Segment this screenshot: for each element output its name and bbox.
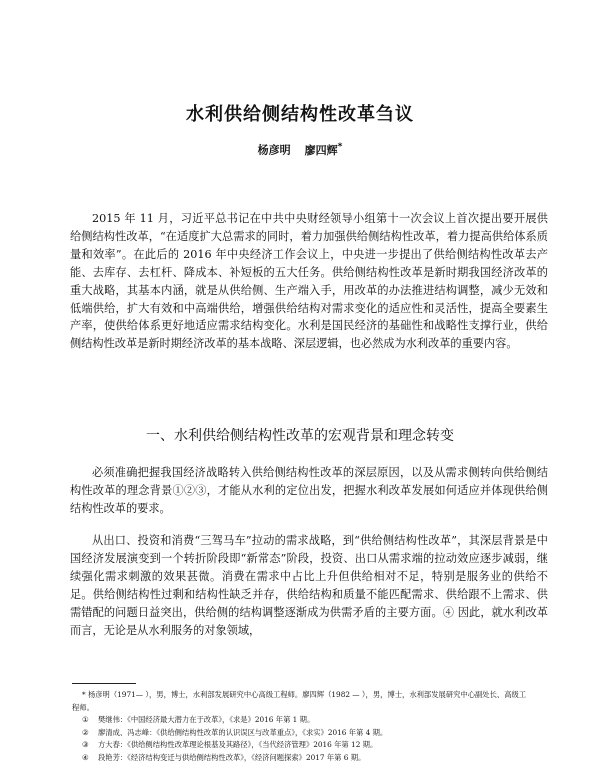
author-line	[0, 141, 600, 158]
reference-footnote	[72, 727, 532, 740]
intro-paragraph: 2015 年 11 月，习近平总书记在中共中央财经领导小组第十一次会议上首次提出要开展供给侧结构性改革，“在适度扩大总需求的同时，着力加强供给侧结构性改革，着力提高供给体系质量和效率”。在此后的 2016 年中央经济工作会议上，中央进一步提出了供给侧结构性改革去产能、去库存、去杠杆、降成本、补短板的五大任务。供给侧结构性改革是新时期我国经济改革的重大战略，其基本内涵，就是从供给侧、生产端入手，用改革的办法推进结构调整，减少无效和低端供给，扩大有效和中高端供给，增强供给结构对需求变化的适应性和灵活性，提高全要素生产率，使供给体系更好地适应需求结构变化。水利是国民经济的基础性和战略性支撑行业，供给侧结构性改革是新时期经济改革的基本战略、深层逻辑，也必然成为水利改革的重要内容。	[70, 212, 548, 351]
section-heading: 一、水利供给侧结构性改革的宏观背景和理念转变	[146, 428, 454, 444]
reference-footnote	[72, 739, 532, 752]
reference-text: 方大春：《供给侧结构性改革理论根基及其路径》，《当代经济管理》2016 年第 12 期。	[98, 740, 378, 750]
body-paragraph: 从出口、投资和消费“三驾马车”拉动的需求战略，到“供给侧结构性改革”，其深层背景是中国经济发展演变到一个转折阶段即“新常态”阶段，投资、出口从需求端的拉动效应逐步减弱，继续强化需求刺激的效果甚微。消费在需求中占比上升但供给相对不足，特别是服务业的供给不足。供给侧结构性过剩和结构性缺乏并存，供给结构和质量不能匹配需求、供给跟不上需求、供需错配的问题日益突出，供给侧的结构调整逐渐成为供需矛盾的主要方面。④ 因此，就水利改革而言，无论是从水利服务的对象领域，	[70, 534, 548, 637]
reference-text: 樊继伟：《中国经济最大潜力在于改革》，《求是》2016 年第 1 期。	[98, 715, 315, 725]
body-paragraph: 必须准确把握我国经济战略转入供给侧结构性改革的深层原因，以及从需求侧转向供给侧结构性改革的理念背景①②③，才能从水利的定位出发，把握水利改革发展如何适应并体现供给侧结构性改革的要求。	[70, 466, 548, 515]
footnote-marker: *	[337, 141, 343, 152]
reference-number: ④	[82, 752, 89, 762]
reference-footnote	[72, 752, 532, 765]
footnotes	[72, 689, 532, 765]
reference-number: ①	[82, 715, 89, 725]
reference-footnote	[72, 714, 532, 727]
reference-number: ②	[82, 727, 89, 737]
reference-number: ③	[82, 740, 89, 750]
reference-text: 段艳芳：《经济结构变迁与供给侧结构性改革》，《经济问题探索》2017 年第 6 期。	[98, 752, 366, 762]
author-footnote: * 杨彦明（1971— ），男，博士，水利部发展研究中心高级工程师。廖四辉（1982 — ），男，博士，水利部发展研究中心副处长、高级工程师。	[72, 690, 527, 712]
author-name: 廖四辉	[304, 143, 338, 157]
reference-text: 廖清成、冯志峰：《供给侧结构性改革的认识误区与改革重点》，《求实》2016 年第 4 期。	[98, 727, 388, 737]
author-name: 杨彦明	[257, 143, 291, 157]
article-title: 水利供给侧结构性改革刍议	[186, 104, 414, 125]
footnote-divider	[72, 683, 136, 684]
